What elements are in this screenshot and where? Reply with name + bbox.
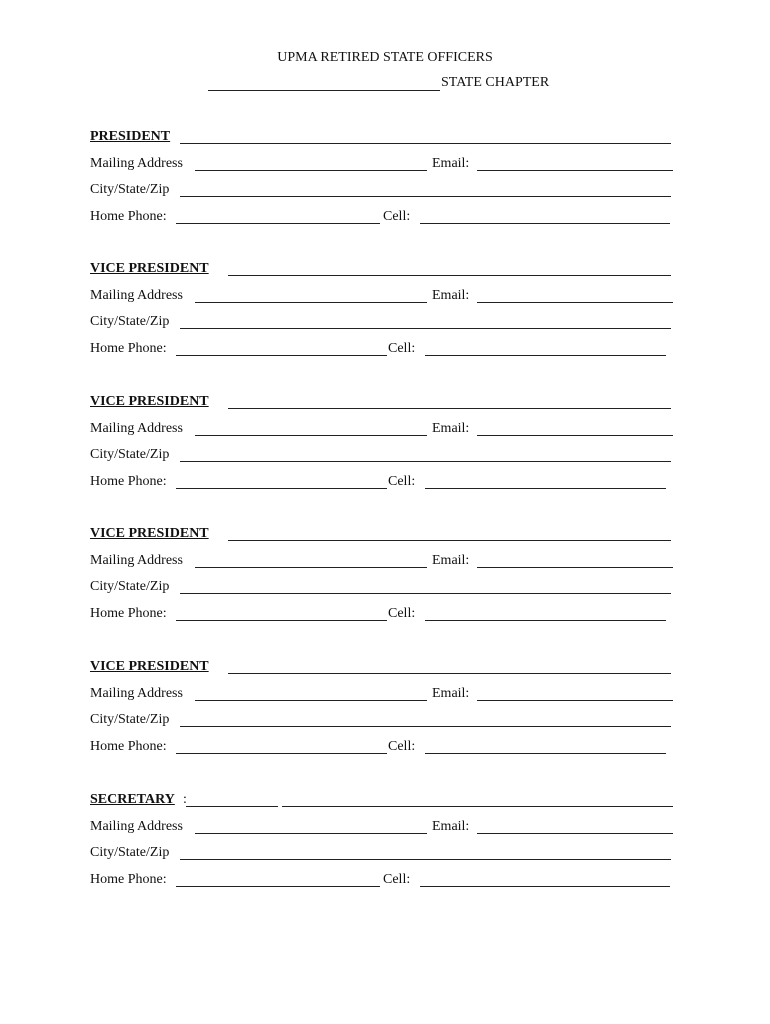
form-title: UPMA RETIRED STATE OFFICERS (277, 50, 493, 65)
mailing-address-label: Mailing Address (90, 552, 183, 568)
mailing-address-label: Mailing Address (90, 818, 183, 834)
cell-label: Cell: (383, 208, 411, 224)
email-label: Email: (432, 287, 470, 303)
home-phone-field[interactable] (176, 223, 380, 224)
city-state-zip-field[interactable] (180, 196, 671, 197)
cell-label: Cell: (383, 871, 411, 887)
email-field[interactable] (477, 302, 673, 303)
email-label: Email: (432, 420, 470, 436)
city-state-zip-label: City/State/Zip (90, 314, 170, 329)
cell-phone-field[interactable] (420, 886, 670, 887)
home-phone-label: Home Phone: (90, 871, 167, 887)
mailing-address-field[interactable] (195, 567, 427, 568)
name-line[interactable] (228, 673, 671, 674)
mailing-address-field[interactable] (195, 435, 427, 436)
email-label: Email: (432, 552, 470, 568)
email-label: Email: (432, 155, 470, 171)
home-phone-label: Home Phone: (90, 208, 167, 224)
cell-phone-field[interactable] (425, 488, 666, 489)
name-line[interactable] (228, 408, 671, 409)
name-line-short[interactable] (186, 806, 278, 807)
section-heading: VICE PRESIDENT (90, 394, 209, 409)
section-heading: PRESIDENT (90, 129, 171, 144)
city-state-zip-field[interactable] (180, 859, 671, 860)
mailing-address-field[interactable] (195, 302, 427, 303)
city-state-zip-label: City/State/Zip (90, 712, 170, 727)
home-phone-label: Home Phone: (90, 738, 167, 754)
city-state-zip-field[interactable] (180, 593, 671, 594)
section-heading: VICE PRESIDENT (90, 659, 209, 674)
email-field[interactable] (477, 833, 673, 834)
mailing-address-label: Mailing Address (90, 685, 183, 701)
mailing-address-label: Mailing Address (90, 155, 183, 171)
city-state-zip-field[interactable] (180, 328, 671, 329)
home-phone-field[interactable] (176, 886, 380, 887)
city-state-zip-label: City/State/Zip (90, 845, 170, 860)
name-line[interactable] (228, 275, 671, 276)
cell-label: Cell: (388, 605, 416, 621)
name-line[interactable] (282, 806, 673, 807)
email-field[interactable] (477, 567, 673, 568)
city-state-zip-field[interactable] (180, 461, 671, 462)
cell-phone-field[interactable] (425, 355, 666, 356)
home-phone-field[interactable] (176, 753, 387, 754)
section-heading: SECRETARY (90, 792, 175, 807)
cell-label: Cell: (388, 738, 416, 754)
city-state-zip-label: City/State/Zip (90, 579, 170, 594)
email-field[interactable] (477, 435, 673, 436)
home-phone-field[interactable] (176, 355, 387, 356)
cell-label: Cell: (388, 473, 416, 489)
section-heading: VICE PRESIDENT (90, 526, 209, 541)
name-line[interactable] (228, 540, 671, 541)
chapter-suffix: STATE CHAPTER (441, 75, 550, 90)
home-phone-label: Home Phone: (90, 340, 167, 356)
home-phone-field[interactable] (176, 620, 387, 621)
mailing-address-field[interactable] (195, 833, 427, 834)
email-field[interactable] (477, 700, 673, 701)
section-heading-colon: : (183, 792, 187, 807)
cell-phone-field[interactable] (425, 753, 666, 754)
email-label: Email: (432, 685, 470, 701)
city-state-zip-label: City/State/Zip (90, 447, 170, 462)
home-phone-label: Home Phone: (90, 605, 167, 621)
cell-phone-field[interactable] (425, 620, 666, 621)
chapter-name-line[interactable] (208, 90, 440, 91)
city-state-zip-field[interactable] (180, 726, 671, 727)
mailing-address-label: Mailing Address (90, 287, 183, 303)
email-field[interactable] (477, 170, 673, 171)
cell-phone-field[interactable] (420, 223, 670, 224)
mailing-address-label: Mailing Address (90, 420, 183, 436)
cell-label: Cell: (388, 340, 416, 356)
section-heading: VICE PRESIDENT (90, 261, 209, 276)
home-phone-field[interactable] (176, 488, 387, 489)
mailing-address-field[interactable] (195, 170, 427, 171)
name-line[interactable] (180, 143, 671, 144)
mailing-address-field[interactable] (195, 700, 427, 701)
city-state-zip-label: City/State/Zip (90, 182, 170, 197)
email-label: Email: (432, 818, 470, 834)
home-phone-label: Home Phone: (90, 473, 167, 489)
